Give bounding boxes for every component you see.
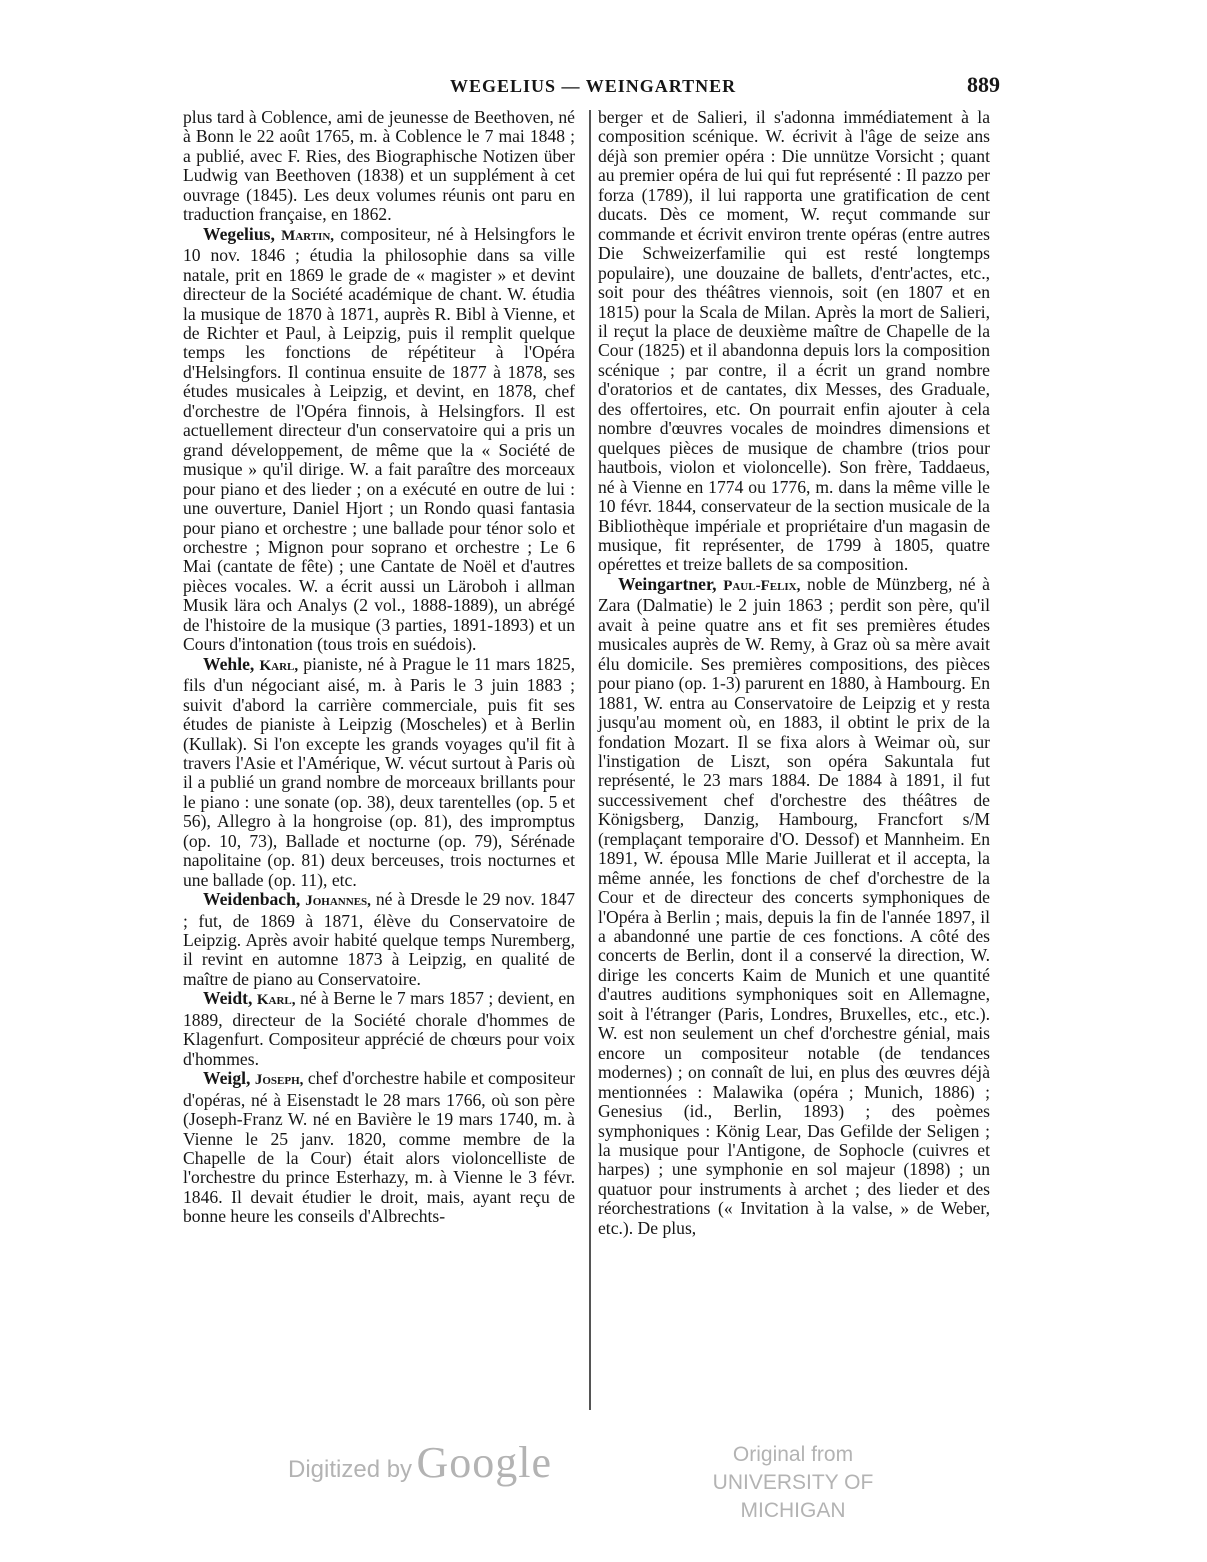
university-label: UNIVERSITY OF MICHIGAN <box>712 1471 874 1522</box>
entry-weidt <box>183 989 575 1069</box>
entry-headword: Weingartner, <box>618 573 717 594</box>
page-header <box>180 72 1000 102</box>
entry-wegelius <box>183 225 575 655</box>
entry-text: plus tard à Coblence, ami de jeunesse de Beethoven, né à Bonn le 22 août 1765, m. à Coblence le 7 mai 1848 ; a publié, avec F. Ries, des Biographische Notizen über Ludwig van Beethoven (1838) et un supplément à cet ouvrage (1845). Les deux volumes réunis ont paru en traduction française, en 1862. <box>183 107 575 225</box>
entry-text: compositeur, né à Helsingfors le 10 nov. 1846 ; étudia la philosophie dans sa ville natale, prit en 1869 le grade de « magister » et devint directeur de la Société académique de chant. W. étudia la musique de 1870 à 1871, auprès R. Bibl à Vienne, et de Richter et Paul, à Leipzig, puis il remplit quelque temps les fonctions de répétiteur à l'Opéra d'Helsingfors. Il continua ensuite de 1877 à 1878, ses études musicales à Leipzig, et devint, en 1878, chef d'orchestre de l'Opéra finnois, à Helsingfors. Il est actuellement directeur d'un conservatoire qui a pris un grand développement, de même que la « Société de musique » qu'il dirige. W. a fait paraître des morceaux pour piano et des lieder ; on a exécuté en outre de lui : une ouverture, Daniel Hjort ; un Rondo quasi fantasia pour piano et orchestre ; une ballade pour ténor solo et orchestre ; Mignon pour soprano et orchestre ; Le 6 Mai (cantate de fête) ; une Cantate de Noël et d'autres pièces vocales. W. a écrit aussi un Läroboh i allman Musik lära och Analys (2 vol., 1888-1889), un abrégé de l'histoire de la musique (3 parties, 1891-1893) et un Cours d'intonation (tous trois en suédois). <box>183 223 575 655</box>
entry-headword: Wegelius, <box>203 223 275 244</box>
entry-weidenbach <box>183 890 575 989</box>
entry-text: noble de Münzberg, né à Zara (Dalmatie) le 2 juin 1863 ; perdit son père, qu'il avait à peine quatre ans et fit ses premières études musicales auprès de W. Remy, à Graz où sa mère avait élu domicile. Ses premières compositions, des pièces pour piano (op. 1-3) parurent en 1880, à Hambourg. En 1881, W. entra au Conservatoire de Leipzig et y resta jusqu'au moment où, en 1883, il obtint le prix de la fondation Mozart. Il se fixa alors à Weimar où, sur l'instigation de Liszt, son opéra Sakuntala fut représenté, le 23 mars 1884. De 1884 à 1891, il fut successivement chef d'orchestre des théâtres de Königsberg, Danzig, Hambourg, Francfort s/M (remplaçant temporaire d'O. Dessof) et Mannheim. En 1891, W. épousa Mlle Marie Juillerat et il accepta, la même année, les fonctions de chef d'orchestre de la Cour et de directeur des concerts symphoniques de l'Opéra à Berlin ; mais, depuis la fin de l'année 1897, il a abandonné une partie de ces fonctions. A côté des concerts de Berlin, dont il a conservé la direction, W. dirige les concerts Kaim de Munich et une quantité d'autres auditions symphoniques soit en Allemagne, soit à l'étranger (Paris, Londres, Bruxelles, etc., etc.). W. est non seulement un chef d'orchestre génial, mais encore un compositeur notable (de tendances modernes) ; on connaît de lui, en plus des œuvres déjà mentionnées : Malawika (opéra ; Munich, 1886) ; Genesius (id., Berlin, 1893) ; des poèmes symphoniques : König Lear, Das Gefilde der Seligen ; la musique pour l'Antigone, de Sophocle (cuivres et harpes) ; une symphonie en sol majeur (1898) ; un quatuor pour instruments à archet ; des lieder et des réorchestrations (« Invitation à la valse, » de Weber, etc.). De plus, <box>598 573 990 1238</box>
entry-text: né à Dresde le 29 nov. 1847 ; fut, de 1869 à 1871, élève du Conservatoire de Leipzig. Après avoir habité quelque temps Nuremberg, il revint en automne 1873 à Leipzig, en qualité de maître de piano au Conservatoire. <box>183 889 575 989</box>
entry-text: berger et de Salieri, il s'adonna immédiatement à la composition scénique. W. écrivit à l'âge de seize ans déjà son premier opéra : Die unnütze Vorsicht ; quant au premier opéra de lui qui fut représenté : Il pazzo per forza (1789), il lui rapporta une gratification de cent ducats. Dès ce moment, W. reçut commande sur commande et écrivit environ trente opéras (entre autres Die Schweizerfamilie qui est resté longtemps populaire), une douzaine de ballets, d'entr'actes, etc., soit pour des théâtres viennois, soit (en 1807 et en 1815) pour la Scala de Milan. Après la mort de Salieri, il reçut la place de deuxième maître de Chapelle de la Cour (1825) et il abandonna depuis lors la composition scénique ; par contre, il a écrit un grand nombre d'oratorios et de cantates, dix Messes, des Graduale, des offertoires, etc. On pourrait enfin ajouter à cela nombre d'œuvres vocales de moindres dimensions et quelques pièces de musique de chambre (trios pour hautbois, violon et violoncelle). Son frère, Taddaeus, né à Vienne en 1774 ou 1776, m. dans la même ville le 10 févr. 1844, conservateur de la section musicale de la Bibliothèque impériale et propriétaire d'un magasin de musique, fit représenter, de 1799 à 1805, quatre opérettes et treize ballets de sa composition. <box>598 107 990 575</box>
entry-firstname: Paul-Felix, <box>723 577 801 594</box>
running-title: WEGELIUS — WEINGARTNER <box>450 76 737 96</box>
entry-text: chef d'orchestre habile et compositeur d'opéras, né à Eisenstadt le 28 mars 1766, où son père (Joseph-Franz W. né en Bavière le 19 mars 1740, m. à Vienne le 25 janv. 1820, comme membre de la Chapelle de la Cour) était alors violoncelliste de l'orchestre du prince Esterhazy, m. à Vienne le 3 févr. 1846. Il devait étudier le droit, mais, ayant reçu de bonne heure les conseils d'Albrechts- <box>183 1068 576 1227</box>
entry-text: né à Berne le 7 mars 1857 ; devient, en 1889, directeur de la Société chorale d'hommes de Klagenfurt. Compositeur apprécié de chœurs pour voix d'hommes. <box>183 988 575 1069</box>
entry-firstname: Johannes, <box>305 893 371 910</box>
entry-headword: Weidenbach, <box>203 889 301 910</box>
google-logo: Google <box>416 1438 553 1487</box>
digitized-by-watermark <box>288 1437 552 1488</box>
entry-weigl <box>183 1069 575 1227</box>
original-from-watermark <box>668 1441 918 1525</box>
entry-continuation <box>183 108 575 225</box>
column-divider <box>589 110 591 1410</box>
entry-firstname: Martin, <box>281 227 335 244</box>
page-number: 889 <box>967 72 1000 97</box>
left-column <box>183 108 575 1227</box>
entry-headword: Wehle, <box>203 653 255 674</box>
original-from-label: Original from <box>732 1443 854 1466</box>
right-column <box>598 108 990 1238</box>
entry-text: pianiste, né à Prague le 11 mars 1825, fils d'un négociant aisé, m. à Paris le 3 juin 1883 ; suivit d'abord la carrière commerciale, puis fit ses études de pianiste à Leipzig (Moscheles) et à Berlin (Kullak). Si l'on excepte les grands voyages qu'il fit à travers l'Asie et l'Amérique, W. vécut surtout à Paris où il a publié un grand nombre de morceaux brillants pour le piano : une sonate (op. 38), deux tarentelles (op. 5 et 56), Allegro à la hongroise (op. 81), des impromptus (op. 10, 73), Ballade et nocturne (op. 79), Sérénade napolitaine (op. 81) deux berceuses, trois nocturnes et une ballade (op. 11), etc. <box>183 653 575 890</box>
digitized-label: Digitized by <box>288 1456 413 1483</box>
entry-headword: Weidt, <box>203 988 253 1009</box>
entry-firstname: Karl, <box>256 992 296 1009</box>
entry-headword: Weigl, <box>203 1068 251 1089</box>
entry-firstname: Joseph, <box>254 1072 304 1089</box>
entry-wehle <box>183 655 575 890</box>
entry-continuation <box>598 108 990 575</box>
entry-firstname: Karl, <box>259 657 299 674</box>
entry-weingartner <box>598 575 990 1238</box>
